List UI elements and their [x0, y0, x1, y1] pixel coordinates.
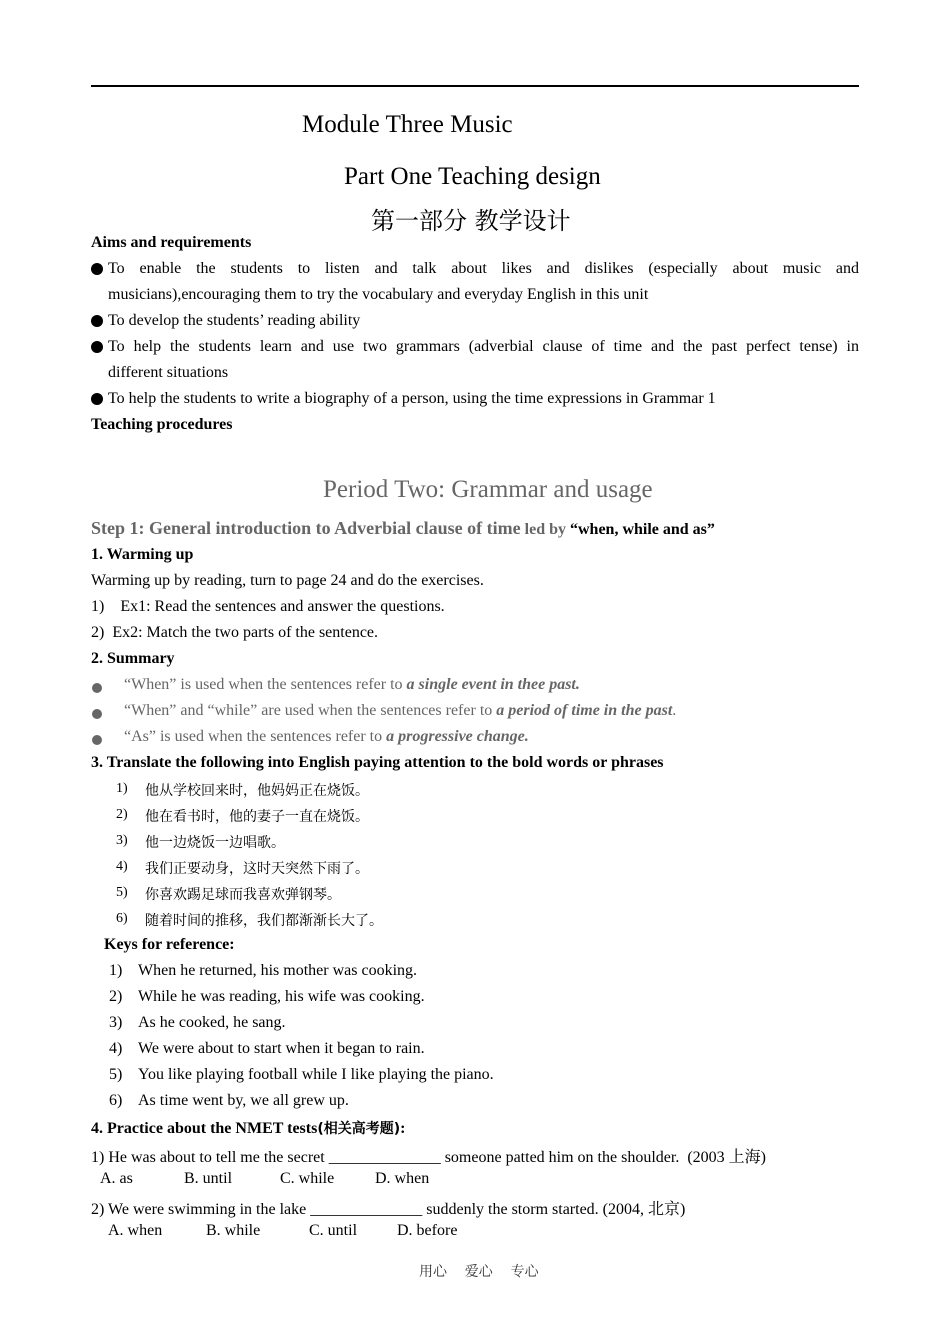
summary-item-3: “As” is used when the sentences refer to a progressive change. [124, 728, 529, 745]
part-title-cn: 第一部分 教学设计 [371, 207, 571, 235]
translate-num: 5) [116, 885, 128, 900]
translate-item: 我们正要动身，这时天突然下雨了。 [145, 861, 369, 877]
period-title: Period Two: Grammar and usage [323, 476, 653, 503]
aim-item-3-line-2: different situations [108, 364, 229, 381]
translate-num: 6) [116, 911, 128, 926]
translate-num: 3) [116, 833, 128, 848]
key-item: As he cooked, he sang. [138, 1014, 286, 1031]
bullet-icon [91, 392, 106, 410]
translate-num: 1) [116, 781, 128, 796]
aim-item-4: To help the students to write a biography of a person, using the time expressions in Grammar 1 [108, 390, 716, 407]
key-item: You like playing football while I like playing the piano. [138, 1066, 494, 1083]
aim-item-3-line-1: To help the students learn and use two grammars (adverbial clause of time and the past perfect tense) in [108, 338, 859, 355]
procedures-heading: Teaching procedures [91, 416, 233, 433]
key-item: We were about to start when it began to rain. [138, 1040, 425, 1057]
aim-item-2: To develop the students’ reading ability [108, 312, 361, 329]
aim-item-1-line-1: To enable the students to listen and talk about likes and dislikes (especially about music and [108, 260, 859, 277]
step1-heading [91, 518, 715, 539]
translate-num: 4) [116, 859, 128, 874]
translate-item: 随着时间的推移，我们都渐渐长大了。 [145, 913, 383, 929]
header-rule [91, 85, 859, 87]
question-2: 2) We were swimming in the lake ______________ suddenly the storm started. (2004, 北京) [91, 1201, 686, 1218]
q2-option: D. before [397, 1222, 458, 1239]
key-item: As time went by, we all grew up. [138, 1092, 349, 1109]
warming-ex2: 2) Ex2: Match the two parts of the sentence. [91, 624, 379, 641]
part-title: Part One Teaching design [344, 163, 601, 190]
summary-item-2: “When” and “while” are used when the sentences refer to a period of time in the past. [124, 702, 677, 719]
q1-option: C. while [280, 1170, 335, 1187]
grey-bullet-icon [92, 680, 102, 698]
q1-option: D. when [375, 1170, 430, 1187]
translate-item: 你喜欢踢足球而我喜欢弹钢琴。 [145, 887, 341, 903]
step1-led-by: led by [520, 521, 570, 538]
translate-heading: 3. Translate the following into English paying attention to the bold words or phrases [91, 754, 664, 771]
key-num: 6) [109, 1092, 123, 1109]
bullet-icon [91, 340, 106, 358]
key-num: 5) [109, 1066, 123, 1083]
module-title: Module Three Music [302, 111, 513, 138]
warming-ex1: 1) Ex1: Read the sentences and answer the questions. [91, 598, 445, 615]
grey-bullet-icon [92, 706, 102, 724]
warming-intro: Warming up by reading, turn to page 24 and do the exercises. [91, 572, 484, 589]
q1-option: B. until [184, 1170, 233, 1187]
key-item: When he returned, his mother was cooking. [138, 962, 418, 979]
translate-num: 2) [116, 807, 128, 822]
translate-item: 他在看书时，他的妻子一直在烧饭。 [145, 809, 369, 825]
q1-option: A. as [100, 1170, 133, 1187]
key-num: 2) [109, 988, 123, 1005]
key-num: 4) [109, 1040, 123, 1057]
summary-heading: 2. Summary [91, 650, 175, 667]
bullet-icon [91, 262, 106, 280]
grey-bullet-icon [92, 732, 102, 750]
keys-heading: Keys for reference: [104, 936, 235, 953]
key-item: While he was reading, his wife was cooking. [138, 988, 425, 1005]
summary-item-1: “When” is used when the sentences refer to a single event in thee past. [124, 676, 580, 693]
step1-main: Step 1: General introduction to Adverbial clause of time [91, 518, 521, 538]
key-num: 1) [109, 962, 123, 979]
key-num: 3) [109, 1014, 123, 1031]
warming-heading: 1. Warming up [91, 546, 194, 563]
step1-words: “when, while and as” [569, 521, 715, 538]
bullet-icon [91, 314, 106, 332]
aims-heading: Aims and requirements [91, 234, 252, 251]
translate-item: 他一边烧饭一边唱歌。 [145, 835, 285, 851]
aim-item-1-line-2: musicians),encouraging them to try the vocabulary and everyday English in this unit [108, 286, 649, 303]
q2-option: C. until [309, 1222, 358, 1239]
q2-option: A. when [108, 1222, 163, 1239]
page-footer: 用心 爱心 专心 [419, 1264, 539, 1280]
question-1: 1) He was about to tell me the secret ______________ someone patted him on the shoulder. (2003 上海) [91, 1149, 766, 1166]
practice-heading: 4. Practice about the NMET tests(相关高考题): [91, 1120, 406, 1137]
translate-item: 他从学校回来时，他妈妈正在烧饭。 [145, 783, 369, 799]
q2-option: B. while [206, 1222, 261, 1239]
